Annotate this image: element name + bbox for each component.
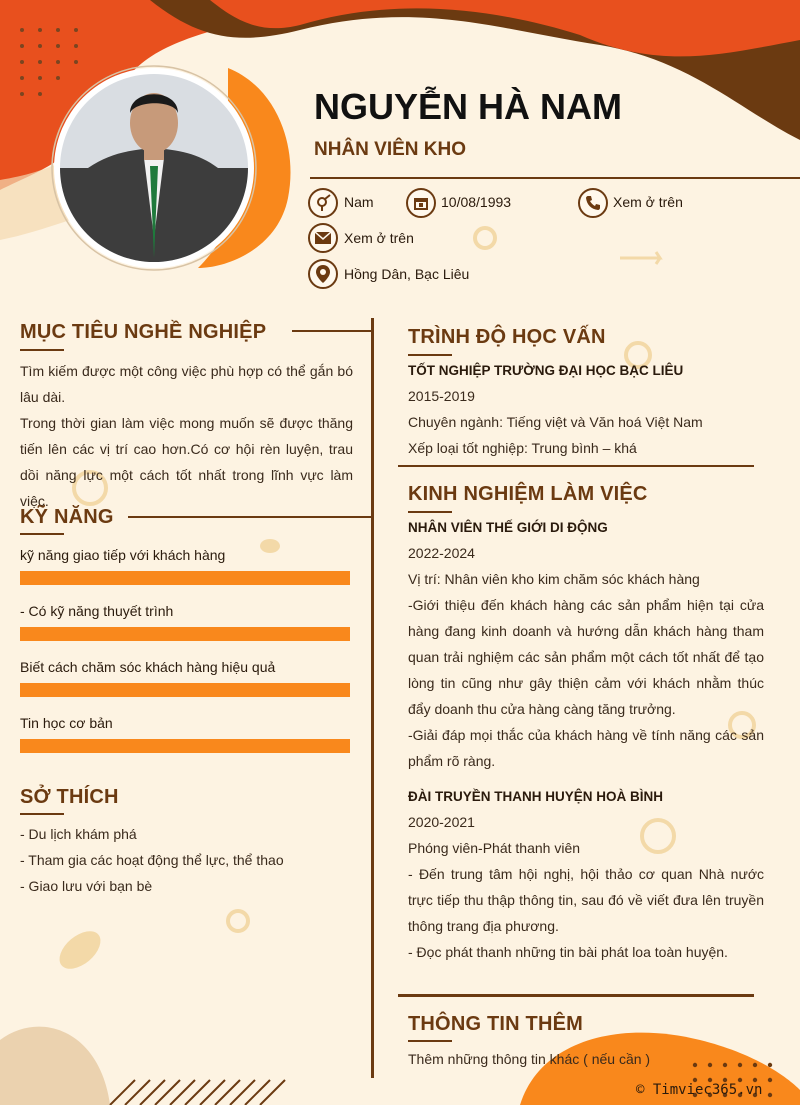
education-divider (398, 465, 754, 467)
education-title-underline (408, 354, 452, 356)
skill-bar (20, 627, 350, 641)
job-entry (408, 519, 764, 774)
header-divider (310, 177, 800, 179)
hobbies-list (20, 821, 360, 899)
education-grade: Xếp loại tốt nghiệp: Trung bình – khá (408, 440, 637, 456)
job-position: Vị trí: Nhân viên kho kim chăm sóc khách hàng (408, 571, 700, 587)
skills-title-underline (20, 533, 64, 535)
skill-label: Biết cách chăm sóc khách hàng hiệu quả (20, 659, 276, 675)
experience-divider (398, 994, 754, 997)
avatar-frame (48, 58, 298, 278)
experience-title-underline (408, 511, 452, 513)
phone-icon (578, 188, 608, 218)
company-name: ĐÀI TRUYỀN THANH HUYỆN HOÀ BÌNH (408, 789, 664, 804)
gender-value: Nam (344, 194, 374, 210)
skill-label: - Có kỹ năng thuyết trình (20, 603, 174, 619)
email-value: Xem ở trên (344, 230, 414, 246)
location-icon (308, 259, 338, 289)
objective-text (20, 358, 353, 514)
phone-value: Xem ở trên (613, 194, 683, 210)
skill-bar (20, 739, 350, 753)
birthdate-value: 10/08/1993 (441, 194, 512, 210)
email-icon (308, 223, 338, 253)
objective-line-1: Tìm kiếm được một công việc phù hợp có thể gắn bó lâu dài. (20, 363, 353, 405)
objective-title: MỤC TIÊU NGHỀ NGHIỆP (20, 321, 267, 343)
education-major: Chuyên ngành: Tiếng việt và Văn hoá Việt Nam (408, 414, 703, 430)
skills-connector (128, 516, 372, 518)
job-years: 2020-2021 (408, 814, 475, 830)
job-description: -Giải đáp mọi thắc của khách hàng về tính năng các sản phẩm rõ ràng. (408, 727, 764, 769)
job-description: - Đến trung tâm hội nghị, hội thảo cơ quan Nhà nước trực tiếp thu thập thông tin, sau đó về viết đưa lên truyền thông trang địa phương. (408, 866, 764, 934)
extra-title: THÔNG TIN THÊM (408, 1013, 584, 1035)
extra-title-underline (408, 1040, 452, 1042)
hobbies-title: SỞ THÍCH (20, 786, 119, 808)
job-years: 2022-2024 (408, 545, 475, 561)
skills-title: KỸ NĂNG (20, 506, 114, 528)
gender-icon (308, 188, 338, 218)
experience-title: KINH NGHIỆM LÀM VIỆC (408, 483, 648, 505)
skill-bar (20, 571, 350, 585)
education-section (408, 362, 764, 461)
job-position: Phóng viên-Phát thanh viên (408, 840, 581, 856)
extra-text: Thêm những thông tin khác ( nếu cần ) (408, 1051, 651, 1067)
skill-bar (20, 683, 350, 697)
job-entry (408, 788, 764, 965)
hobbies-title-underline (20, 813, 64, 815)
objective-title-underline (20, 349, 64, 351)
candidate-name: NGUYỄN HÀ NAM (314, 86, 623, 127)
hobby-item: - Tham gia các hoạt động thể lực, thể thao (20, 852, 284, 868)
calendar-icon (406, 188, 436, 218)
hobby-item: - Du lịch khám phá (20, 826, 137, 842)
objective-line-2: Trong thời gian làm việc mong muốn sẽ được thăng tiến lên các vị trí cao hơn.Có cơ hội rèn luyện, trau dồi năng lực một cách tốt nhất trong lĩnh vực làm việc. (20, 415, 353, 509)
skill-label: kỹ năng giao tiếp với khách hàng (20, 547, 226, 563)
address-value: Hồng Dân, Bạc Liêu (344, 266, 470, 282)
job-description: - Đọc phát thanh những tin bài phát loa toàn huyện. (408, 944, 728, 960)
education-title: TRÌNH ĐỘ HỌC VẤN (408, 326, 606, 348)
job-title: NHÂN VIÊN KHO (314, 139, 467, 160)
company-name: NHÂN VIÊN THẾ GIỚI DI ĐỘNG (408, 520, 608, 535)
job-description: -Giới thiệu đến khách hàng các sản phẩm hiện tại cửa hàng đang kinh doanh và hướng dẫn khách hàng tham quan trải nghiệm các sản phẩm một cách tốt nhất để tạo lòng tin cũng như gây thiện cảm với khách nhằm thúc đẩy doanh thu cửa hàng càng tăng trưởng. (408, 597, 764, 717)
skill-label: Tin học cơ bản (20, 715, 113, 731)
watermark: © Timviec365.vn (636, 1082, 763, 1098)
objective-connector (292, 330, 372, 332)
school-name: TỐT NGHIỆP TRƯỜNG ĐẠI HỌC BẠC LIÊU (408, 363, 684, 378)
education-years: 2015-2019 (408, 388, 475, 404)
column-divider (371, 318, 374, 1078)
hobby-item: - Giao lưu với bạn bè (20, 878, 153, 894)
